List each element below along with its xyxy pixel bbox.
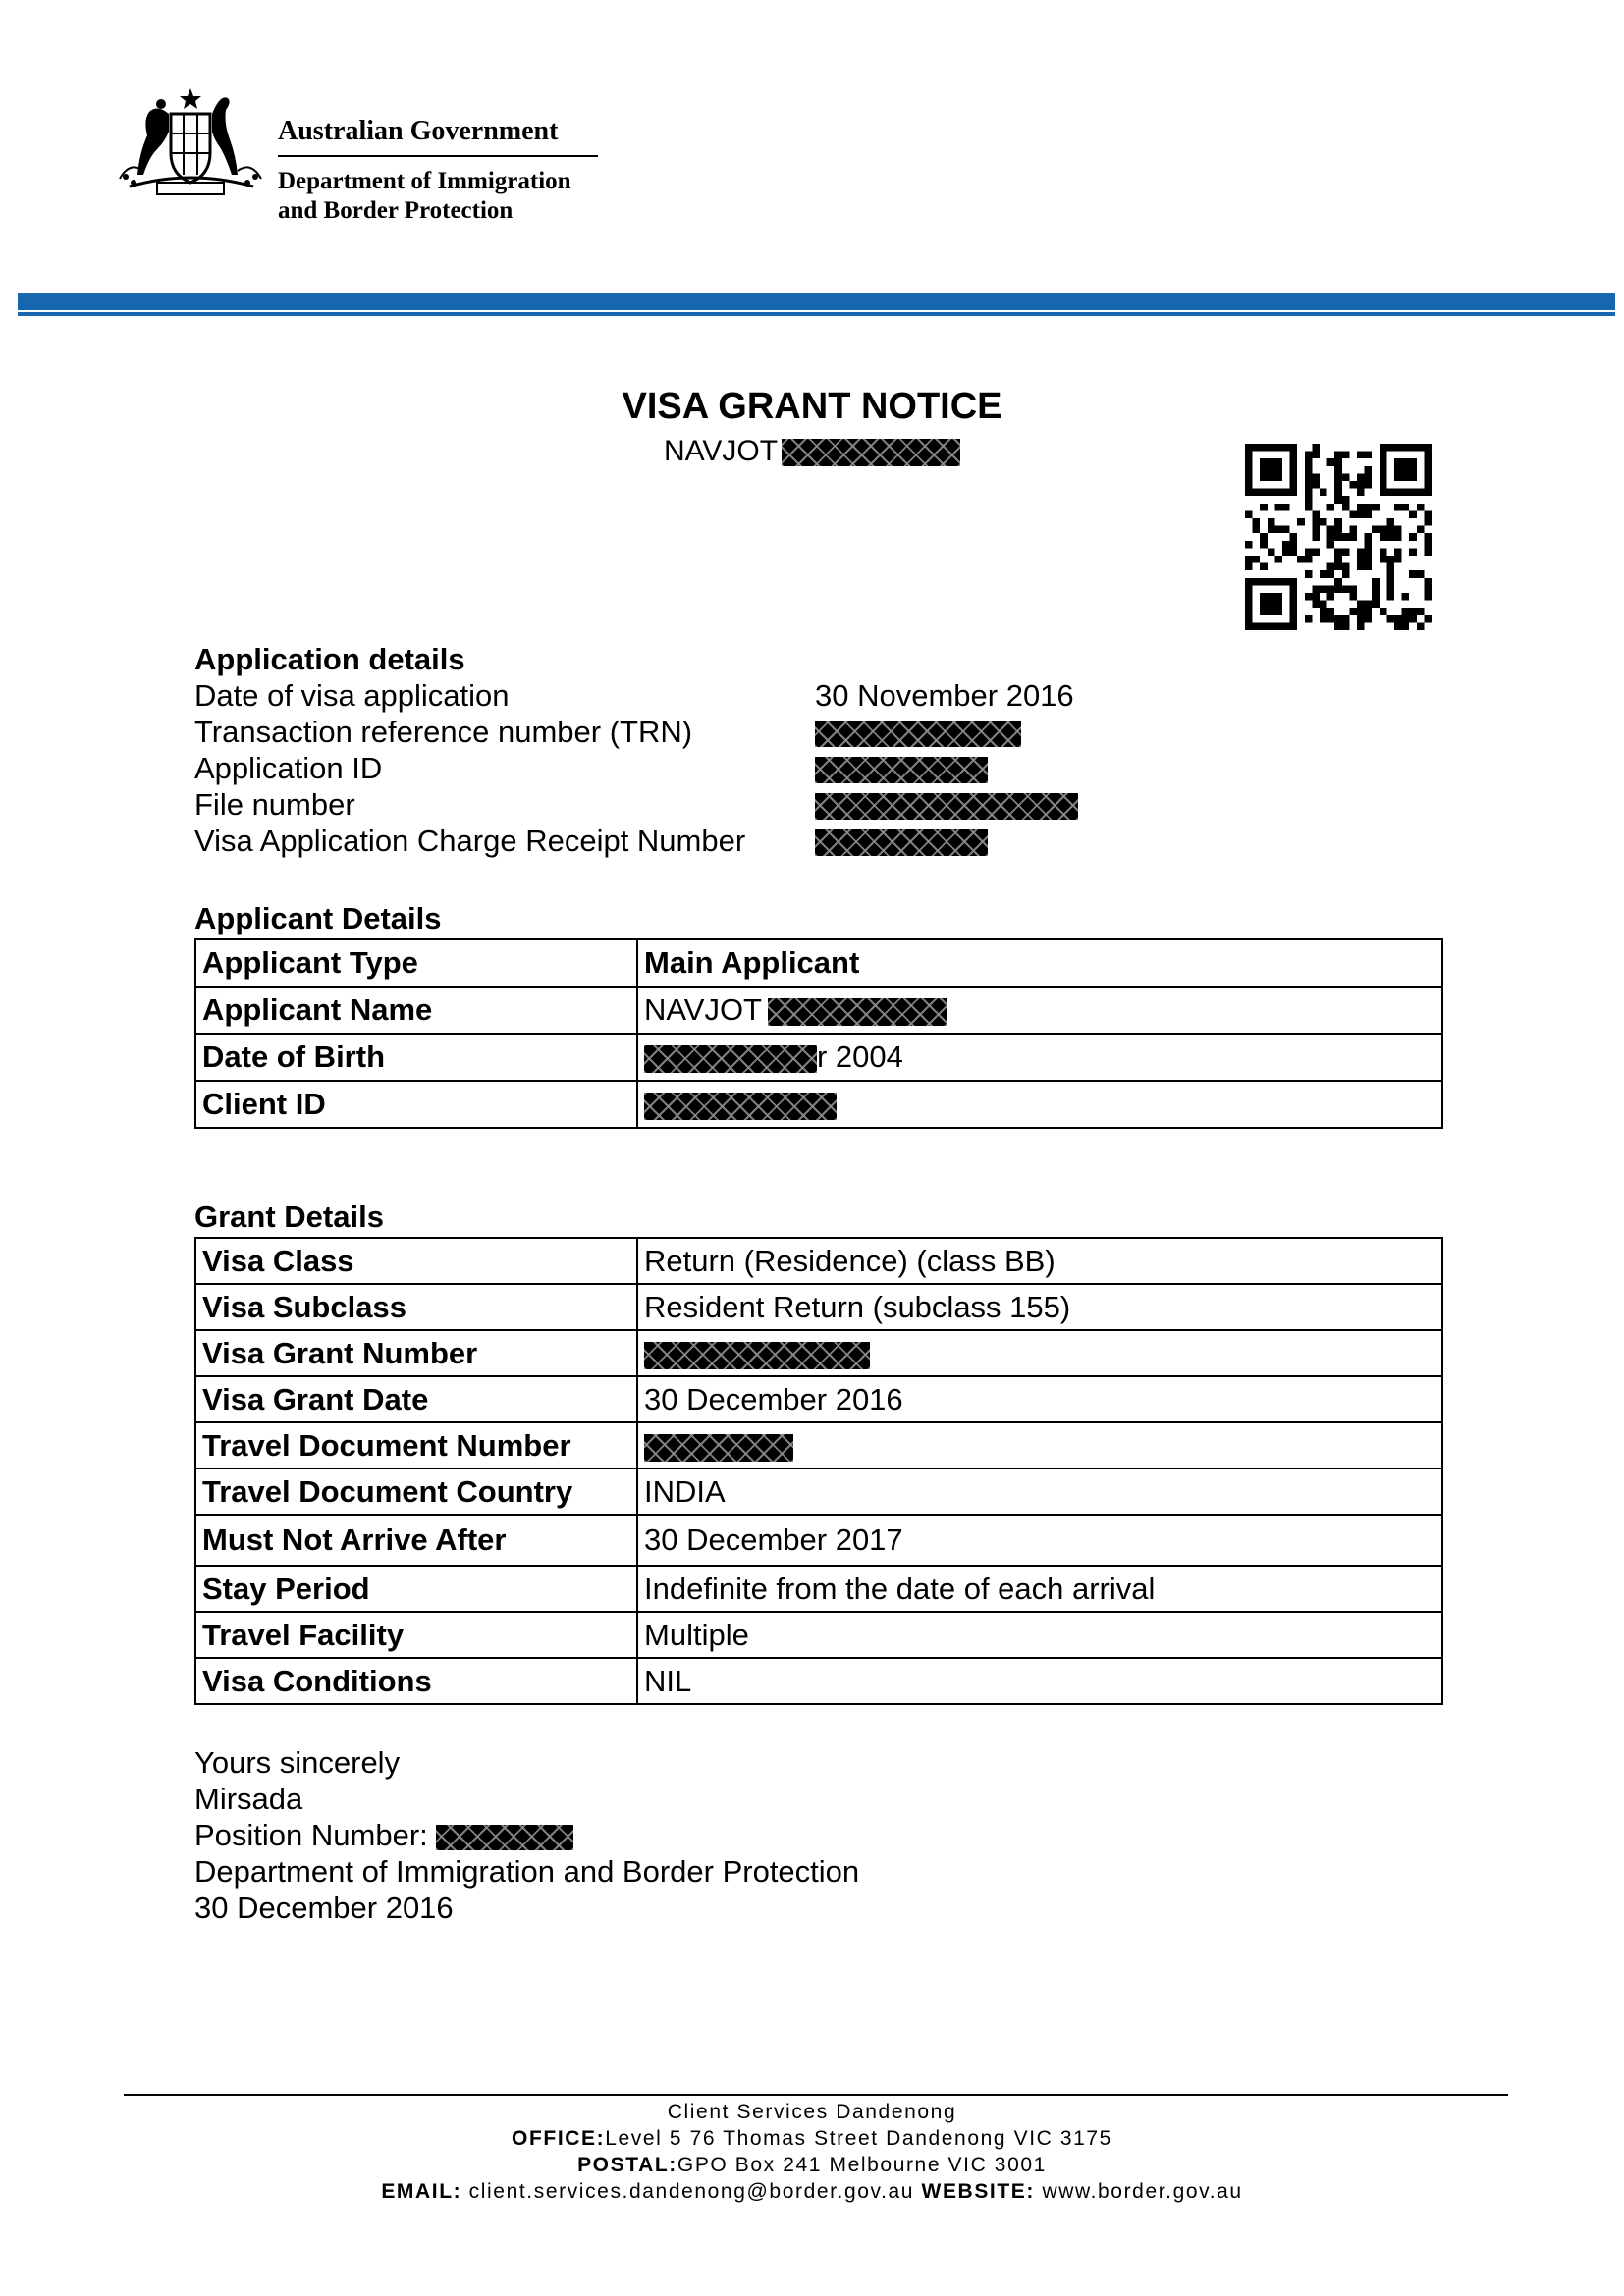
- redacted-surname: [782, 439, 960, 466]
- contact-line: [0, 2178, 1624, 2205]
- row-value: [637, 1468, 1442, 1515]
- row-value-text: Resident Return (subclass 155): [644, 1290, 1071, 1324]
- row-label: Travel Facility: [195, 1612, 637, 1658]
- header-rule: [278, 155, 598, 157]
- row-value: [637, 1081, 1442, 1128]
- row-value: [637, 1566, 1442, 1612]
- redaction-mark: [644, 1434, 793, 1462]
- position-label: Position Number:: [194, 1818, 428, 1852]
- application-detail-label: Date of visa application: [194, 678, 510, 713]
- row-value: [637, 1330, 1442, 1376]
- application-details-values: [815, 677, 1078, 859]
- section-heading: Application details: [194, 642, 465, 676]
- row-label: Visa Class: [195, 1238, 637, 1284]
- row-value: [637, 1515, 1442, 1566]
- row-value: [637, 987, 1442, 1034]
- row-value-text: INDIA: [644, 1474, 726, 1509]
- table-row: [195, 1081, 1442, 1128]
- postal-address: [0, 2152, 1624, 2178]
- signatory: Mirsada: [194, 1782, 303, 1816]
- row-value-text: Indefinite from the date of each arrival: [644, 1572, 1156, 1606]
- row-value: [637, 1422, 1442, 1468]
- redaction-mark: [644, 1045, 817, 1073]
- row-value-text: 30 December 2017: [644, 1522, 903, 1557]
- application-detail-label: File number: [194, 787, 355, 822]
- section-heading: Grant Details: [194, 1200, 384, 1234]
- postal-label: POSTAL:: [577, 2154, 677, 2176]
- row-label: Client ID: [195, 1081, 637, 1128]
- row-value: [637, 1376, 1442, 1422]
- header-band-line: [18, 312, 1615, 316]
- table-row: [195, 1515, 1442, 1566]
- table-row: [195, 1330, 1442, 1376]
- header-band: [18, 293, 1615, 310]
- redaction-mark: [815, 829, 988, 856]
- office-address: [0, 2125, 1624, 2152]
- application-detail-label: Visa Application Charge Receipt Number: [194, 824, 746, 858]
- postal-value: GPO Box 241 Melbourne VIC 3001: [677, 2154, 1047, 2176]
- redaction-mark: [644, 1342, 870, 1369]
- applicant-details-table: [194, 938, 1443, 1129]
- footer: [0, 2099, 1624, 2205]
- table-row: [195, 1422, 1442, 1468]
- application-detail-label: Transaction reference number (TRN): [194, 715, 693, 749]
- table-row: [195, 1238, 1442, 1284]
- row-label: Visa Conditions: [195, 1658, 637, 1704]
- row-label: Date of Birth: [195, 1034, 637, 1081]
- redacted-value: [815, 714, 1078, 750]
- application-details-section: [194, 642, 745, 859]
- closing-block: [194, 1744, 859, 1926]
- row-value: [637, 1238, 1442, 1284]
- office-name: Client Services Dandenong: [667, 2101, 957, 2123]
- application-detail-label: Application ID: [194, 751, 383, 785]
- redacted-value: [815, 786, 1078, 823]
- row-value: [637, 1284, 1442, 1330]
- redaction-mark: [815, 757, 988, 783]
- table-row: [195, 1566, 1442, 1612]
- department-name: Department of Immigration and Border Protection: [278, 168, 571, 224]
- table-row: [195, 1376, 1442, 1422]
- website-link[interactable]: www.border.gov.au: [1042, 2180, 1243, 2203]
- page-title: VISA GRANT NOTICE: [622, 386, 1002, 427]
- coat-of-arms-logo: [110, 84, 272, 202]
- row-value: [637, 1612, 1442, 1658]
- application-detail-value: 30 November 2016: [815, 678, 1074, 713]
- table-row: [195, 987, 1442, 1034]
- row-value-text: r 2004: [817, 1040, 903, 1074]
- row-label: Must Not Arrive After: [195, 1515, 637, 1566]
- row-label: Travel Document Country: [195, 1468, 637, 1515]
- table-row: [195, 1284, 1442, 1330]
- website-label: WEBSITE:: [921, 2180, 1035, 2203]
- row-value-text: 30 December 2016: [644, 1382, 903, 1416]
- redacted-position-number: [436, 1825, 573, 1850]
- email-label: EMAIL:: [381, 2180, 462, 2203]
- row-value: [637, 1658, 1442, 1704]
- section-heading: Applicant Details: [194, 901, 442, 935]
- row-label: Travel Document Number: [195, 1422, 637, 1468]
- email-link[interactable]: client.services.dandenong@border.gov.au: [468, 2180, 915, 2203]
- office-label: OFFICE:: [512, 2127, 606, 2150]
- row-value: [637, 1034, 1442, 1081]
- redacted-value: [815, 750, 1078, 786]
- row-value: [637, 939, 1442, 987]
- row-label: Applicant Name: [195, 987, 637, 1034]
- row-value-text: Multiple: [644, 1618, 749, 1652]
- table-row: [195, 1034, 1442, 1081]
- row-value-text: NIL: [644, 1664, 692, 1698]
- qr-code: [1245, 444, 1432, 630]
- row-label: Applicant Type: [195, 939, 637, 987]
- table-row: [195, 1612, 1442, 1658]
- office-value: Level 5 76 Thomas Street Dandenong VIC 3175: [605, 2127, 1112, 2150]
- salutation: Yours sincerely: [194, 1745, 401, 1780]
- row-label: Visa Grant Date: [195, 1376, 637, 1422]
- redaction-mark: [644, 1093, 837, 1120]
- table-row: [195, 1468, 1442, 1515]
- table-row: [195, 939, 1442, 987]
- closing-date: 30 December 2016: [194, 1891, 454, 1925]
- grant-details-table: [194, 1237, 1443, 1705]
- redaction-mark: [815, 793, 1078, 820]
- table-row: [195, 1658, 1442, 1704]
- applicant-first-name: NAVJOT: [663, 435, 779, 467]
- row-label: Stay Period: [195, 1566, 637, 1612]
- redaction-mark: [815, 721, 1021, 747]
- footer-rule: [124, 2094, 1508, 2096]
- row-value-text: NAVJOT: [644, 992, 762, 1027]
- government-title: Australian Government: [278, 116, 559, 146]
- redacted-value: [815, 823, 1078, 859]
- row-value-text: Main Applicant: [644, 945, 860, 980]
- redaction-mark: [768, 998, 947, 1026]
- row-label: Visa Grant Number: [195, 1330, 637, 1376]
- row-label: Visa Subclass: [195, 1284, 637, 1330]
- row-value-text: Return (Residence) (class BB): [644, 1244, 1056, 1278]
- position-number: [194, 1817, 859, 1853]
- signatory-department: Department of Immigration and Border Protection: [194, 1854, 860, 1889]
